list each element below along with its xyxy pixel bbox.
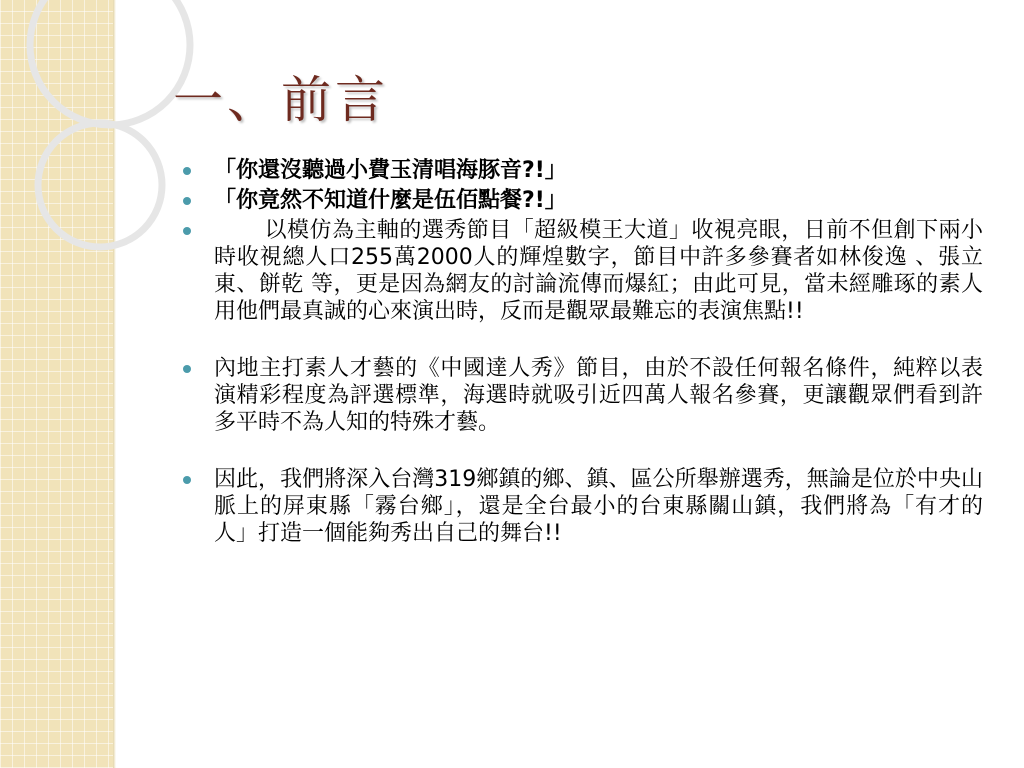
bullet-text: 因此，我們將深入台灣319鄉鎮的鄉、鎮、區公所舉辦選秀，無論是位於中央山脈上的屏東縣「霧台鄉」，還是全台最小的台東縣關山鎮，我們將為「有才的人」打造一個能夠秀出自己的舞台!!: [214, 467, 983, 546]
list-item: [183, 187, 983, 214]
list-item: [183, 157, 983, 184]
slide-title: 一、前言: [173, 71, 389, 129]
bullet-text: 「你竟然不知道什麼是伍佰點餐?!」: [214, 188, 567, 213]
list-item: [183, 466, 983, 547]
decorative-circles: [0, 0, 200, 300]
bullet-dot-icon: [183, 197, 191, 205]
bullet-list: [183, 157, 983, 547]
decorative-circle-large: [30, 0, 190, 125]
bullet-text: 內地主打素人才藝的《中國達人秀》節目，由於不設任何報名條件，純粹以表演精彩程度為評選標準，海選時就吸引近四萬人報名參賽，更讓觀眾們看到許多平時不為人知的特殊才藝。: [214, 356, 983, 435]
bullet-dot-icon: [183, 227, 191, 235]
bullet-dot-icon: [183, 476, 191, 484]
bullet-dot-icon: [183, 365, 191, 373]
bullet-text: 「你還沒聽過小費玉清唱海豚音?!」: [214, 158, 567, 183]
bullet-text: 以模仿為主軸的選秀節目「超級模王大道」收視亮眼，日前不但創下兩小時收視總人口255萬2000人的輝煌數字，節目中許多參賽者如林俊逸 、張立東、餅乾 等，更是因為網友的討論流傳而爆紅；由此可見，當未經雕琢的素人用他們最真誠的心來演出時，反而是觀眾最難忘的表演焦點!!: [214, 218, 983, 324]
list-item: [183, 355, 983, 436]
decorative-circle-small: [38, 123, 162, 247]
bullet-dot-icon: [183, 167, 191, 175]
list-item: [183, 217, 983, 325]
